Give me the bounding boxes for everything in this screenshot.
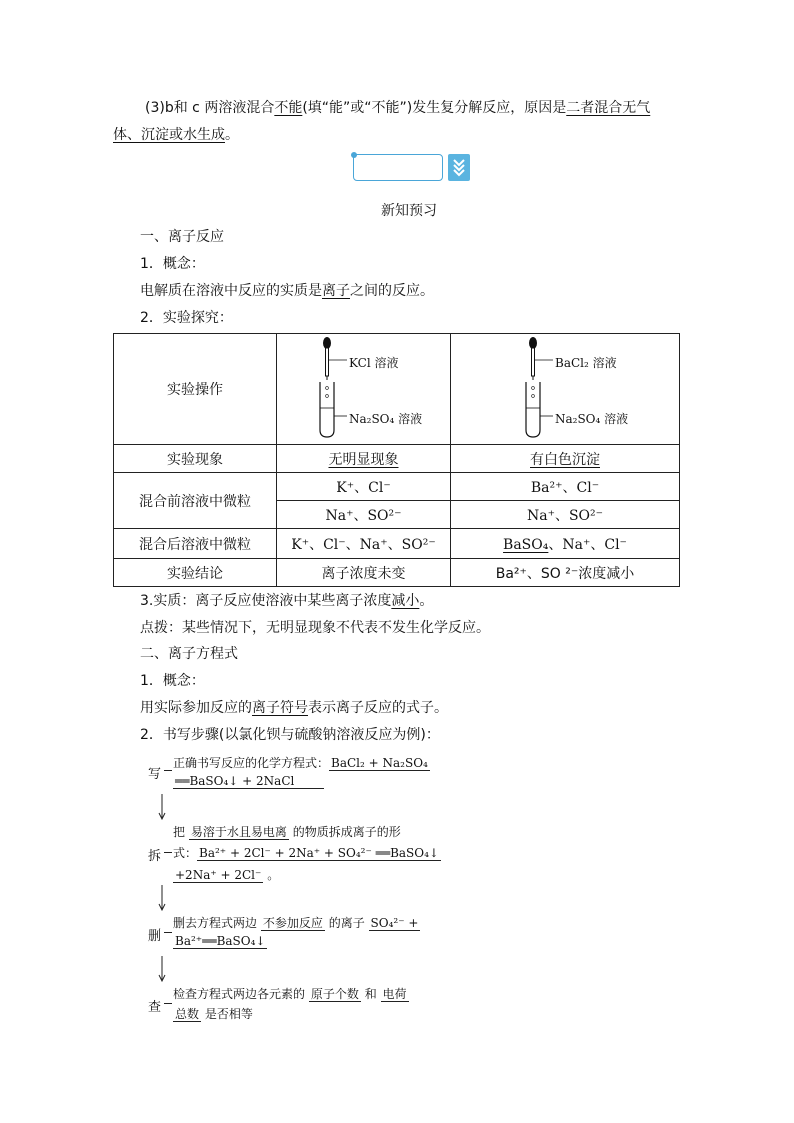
answer-blank: 离子符号 [252,700,308,716]
delete-text [173,914,420,931]
table-cell: K⁺、Cl⁻ [277,473,451,501]
subheading-concept: 1．概念： [140,673,205,689]
text: 的离子 [328,916,365,930]
concept-paragraph [140,280,434,300]
answer-blank: 电荷 [382,987,407,1001]
tip-paragraph: 点拨：某些情况下，无明显现象不代表不发生化学反应。 [140,620,490,636]
answer-blank: 总数 [175,1007,200,1021]
row-label: 混合前溶液中微粒 [114,473,277,529]
experiment-figure-bacl2 [451,334,680,445]
answer-blank: 体、沉淀或水生成 [113,127,225,143]
essence-paragraph [140,590,433,610]
reagent-label: BaCl₂ 溶液 [555,356,617,370]
subheading-concept: 1．概念： [140,256,205,272]
answer-blank: Ba²⁺══BaSO₄↓ [175,934,266,948]
answer-blank: 易溶于水且易电离 [190,825,287,839]
answer-blank: 原子个数 [310,987,359,1001]
table-cell: Na⁺、SO²⁻ [277,501,451,529]
chevron-down-icon [448,154,470,181]
banner-dot [351,152,357,158]
table-cell: Ba²⁺、Cl⁻ [451,473,680,501]
table-row [114,334,680,445]
text: 表示离子反应的式子。 [308,700,448,716]
intro-line-1 [145,97,650,117]
text: 把 [173,825,186,839]
text: 之间的反应。 [350,283,434,299]
split-text-1 [173,823,401,840]
connector [164,852,172,853]
table-cell: Na⁺、SO²⁻ [451,501,680,529]
answer-blank: 减小 [391,593,420,609]
answer-blank: +2Na⁺ + 2Cl⁻ [175,868,262,882]
connector [164,1003,172,1004]
text: 删去方程式两边 [173,916,258,930]
experiment-table [113,333,680,587]
delete-eq-line2 [173,934,267,948]
split-eq-line2 [173,866,279,883]
answer-blank: Ba²⁺ + 2Cl⁻ + 2Na⁺ + SO₄²⁻ ══BaSO₄↓ [199,846,439,860]
table-row [114,473,680,501]
answer-blank: BaSO₄ [503,536,549,553]
arrow-down-icon [157,956,167,982]
intro-text: 。 [225,127,239,143]
split-text-2 [173,844,441,861]
text: 和 [364,987,377,1001]
text: 式： [173,846,198,860]
step-label-write: 写 [148,767,162,782]
text: 。 [419,593,434,609]
arrow-down-icon [157,794,167,820]
table-row [114,559,680,587]
concept-paragraph [140,697,448,717]
intro-line-2 [113,124,239,144]
row-label: 实验操作 [114,334,277,445]
row-label: 实验结论 [114,559,277,587]
answer-blank: ══BaSO₄↓ + 2NaCl [173,774,324,789]
reagent-label: Na₂SO₄ 溶液 [349,412,423,426]
text: 是否相等 [204,1007,253,1021]
write-eq-line2 [173,774,324,788]
table-cell: Ba²⁺、SO ²⁻浓度减小 [451,559,680,587]
text: 3.实质：离子反应使溶液中某些离子浓度 [140,593,392,609]
intro-text: (3)b和 c 两溶液混合 [145,100,275,116]
write-text [173,754,430,771]
heading-ion-reaction: 一、离子反应 [140,229,224,245]
answer-blank: SO₄²⁻ + [370,916,419,930]
row-label: 混合后溶液中微粒 [114,529,277,559]
text: 、Na⁺、Cl⁻ [548,536,627,553]
subheading-steps: 2．书写步骤(以氯化钡与硫酸钠溶液反应为例)： [140,727,440,743]
dropper-tube-icon [317,336,347,440]
table-row [114,445,680,473]
section-banner-box [353,154,443,181]
text: 的物质拆成离子的形 [292,825,401,839]
text: 正确书写反应的化学方程式： [173,756,330,770]
experiment-figure-kcl [277,334,451,445]
table-row [114,529,680,559]
table-cell [451,529,680,559]
table-cell: K⁺、Cl⁻、Na⁺、SO²⁻ [277,529,451,559]
answer-blank: 不能 [274,100,303,116]
text: 用实际参加反应的 [140,700,252,716]
answer-blank: 不参加反应 [262,916,323,930]
text: 。 [267,868,280,882]
answer-blank: 无明显现象 [328,451,399,468]
answer-blank: 离子 [322,283,350,299]
answer-blank: 二者混合无气 [566,100,651,116]
step-label-split: 拆 [148,849,162,864]
step-label-delete: 删 [148,929,162,944]
heading-ionic-equation: 二、离子方程式 [140,646,238,662]
table-cell: 离子浓度未变 [277,559,451,587]
intro-text: (填“能”或“不能”)发生复分解反应，原因是 [302,100,567,116]
check-text [173,985,409,1002]
step-label-check: 查 [148,1000,162,1015]
reagent-label: Na₂SO₄ 溶液 [555,412,629,426]
reagent-label: KCl 溶液 [349,356,399,370]
row-label: 实验现象 [114,445,277,473]
section-title: 新知预习 [381,203,437,219]
arrow-down-icon [157,885,167,911]
text: 电解质在溶液中反应的实质是 [140,283,322,299]
answer-blank: BaCl₂ + Na₂SO₄ [331,756,428,770]
connector [164,770,172,771]
subheading-experiment: 2．实验探究： [140,310,233,326]
text: 检查方程式两边各元素的 [173,987,306,1001]
dropper-tube-icon [523,336,553,440]
connector [164,932,172,933]
check-text-line2 [173,1005,253,1022]
answer-blank: 有白色沉淀 [530,451,600,468]
